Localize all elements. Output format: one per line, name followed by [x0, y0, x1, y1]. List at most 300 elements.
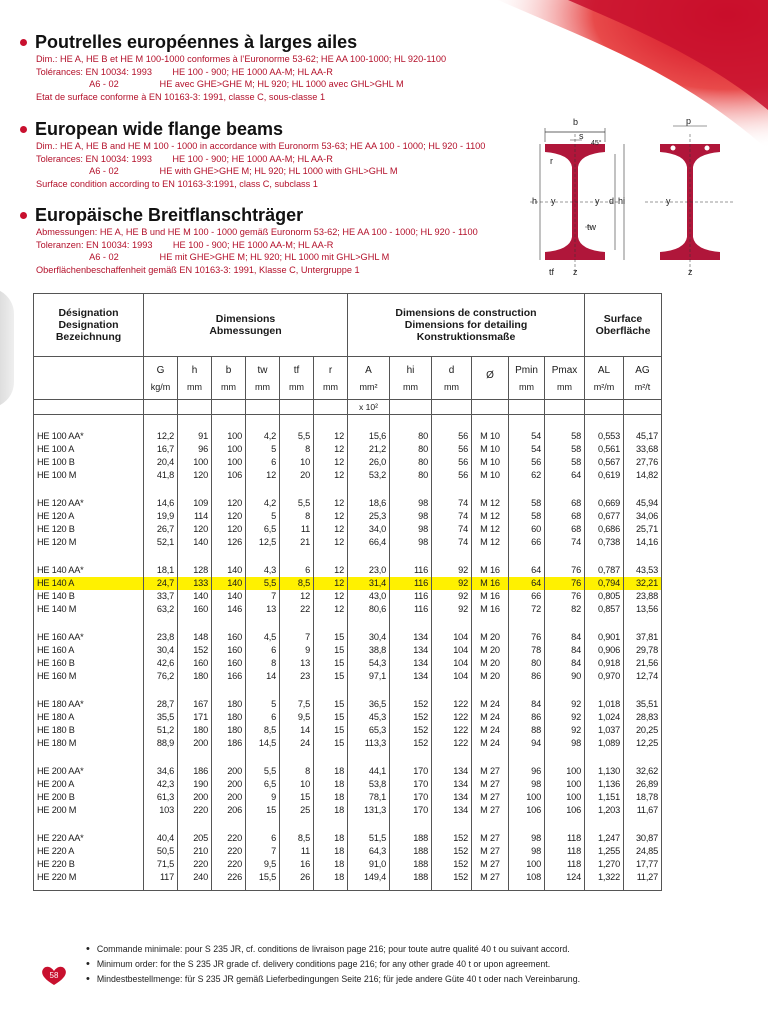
value-cell: 24 — [280, 737, 314, 750]
value-cell: 94 — [509, 737, 545, 750]
dim-label: h — [532, 196, 538, 206]
value-cell: 43,0 — [348, 590, 390, 603]
value-cell: M 24 — [472, 711, 509, 724]
value-cell: 1,247 — [585, 832, 624, 845]
value-cell: 74 — [432, 510, 472, 523]
value-cell: 152 — [390, 698, 432, 711]
spec-line: Etat de surface conforme à EN 10163-3: 1991, classe C, sous-classe 1 — [36, 91, 326, 102]
designation-cell: HE 200 AA* — [34, 765, 144, 778]
value-cell: 0,738 — [585, 536, 624, 549]
value-cell: 18 — [314, 791, 348, 804]
spec-line: Dim.: HE A, HE B et HE M 100-1000 conformes à l’Euronorme 53-62; HE AA 100-1000; HL 920-1100 — [36, 54, 447, 64]
value-cell: M 16 — [472, 564, 509, 577]
value-cell: 56 — [432, 443, 472, 456]
value-cell: 23 — [280, 670, 314, 683]
value-cell: 0,553 — [585, 430, 624, 443]
value-cell: 0,906 — [585, 644, 624, 657]
table-row — [34, 536, 662, 549]
value-cell: 100 — [545, 791, 585, 804]
value-cell: 98 — [509, 832, 545, 845]
value-cell: 32,21 — [624, 577, 662, 590]
units-blank — [34, 357, 144, 400]
section-title: European wide flange beams — [35, 119, 284, 139]
value-cell: 15,6 — [348, 430, 390, 443]
value-cell: 58 — [545, 456, 585, 469]
value-cell: 1,151 — [585, 791, 624, 804]
column-header: A mm² — [348, 357, 390, 400]
spec-line: A6 - 02 HE with GHE>GHE M; HL 920; HL 1000 with GHL>GHL M — [36, 166, 398, 177]
value-cell: 8,5 — [280, 832, 314, 845]
value-cell: 96 — [509, 765, 545, 778]
dim-label: z — [688, 267, 693, 277]
value-cell: 104 — [432, 644, 472, 657]
header-designation: Désignation Designation Bezeichnung — [34, 294, 144, 357]
value-cell: 17,77 — [624, 858, 662, 871]
value-cell: 18,78 — [624, 791, 662, 804]
value-cell: M 24 — [472, 724, 509, 737]
value-cell: 12 — [314, 456, 348, 469]
value-cell: 0,669 — [585, 497, 624, 510]
value-cell: 103 — [144, 804, 178, 817]
value-cell: 15 — [314, 737, 348, 750]
value-cell: 9,5 — [280, 711, 314, 724]
section-german — [22, 205, 478, 276]
value-cell: 1,136 — [585, 778, 624, 791]
value-cell: 15 — [246, 804, 280, 817]
value-cell: 200 — [178, 791, 212, 804]
footnote: Mindestbestellmenge: für S 235 JR gemäß Lieferbedingungen Seite 216; für jede andere Güte 40 t oder nach Vereinbarung. — [96, 974, 581, 984]
value-cell: M 27 — [472, 778, 509, 791]
value-cell: 58 — [545, 430, 585, 443]
value-cell: 21,56 — [624, 657, 662, 670]
value-cell: 18 — [314, 832, 348, 845]
value-cell: 140 — [178, 536, 212, 549]
table-row — [34, 603, 662, 616]
value-cell: 61,3 — [144, 791, 178, 804]
value-cell: 72 — [509, 603, 545, 616]
value-cell: 1,024 — [585, 711, 624, 724]
spec-line: A6 - 02 HE mit GHE>GHE M; HL 920; HL 1000 mit GHL>GHL M — [36, 252, 390, 263]
value-cell: 31,4 — [348, 577, 390, 590]
value-cell: 15 — [280, 791, 314, 804]
section-english — [22, 119, 485, 190]
value-cell: 12 — [314, 603, 348, 616]
value-cell: 45,17 — [624, 430, 662, 443]
value-cell: 92 — [545, 698, 585, 711]
value-cell: 45,3 — [348, 711, 390, 724]
table-row — [34, 631, 662, 644]
designation-cell: HE 140 A — [34, 577, 144, 590]
value-cell: 188 — [390, 871, 432, 884]
value-cell: 170 — [390, 765, 432, 778]
value-cell: 133 — [178, 577, 212, 590]
value-cell: 188 — [390, 858, 432, 871]
table-row — [34, 804, 662, 817]
value-cell: 152 — [390, 711, 432, 724]
value-cell: 4,2 — [246, 430, 280, 443]
value-cell: 13 — [246, 603, 280, 616]
value-cell: 25,3 — [348, 510, 390, 523]
value-cell: 26,89 — [624, 778, 662, 791]
value-cell: 9 — [280, 644, 314, 657]
designation-cell: HE 120 AA* — [34, 497, 144, 510]
value-cell: 82 — [545, 603, 585, 616]
table-row — [34, 590, 662, 603]
value-cell: 122 — [432, 698, 472, 711]
value-cell: 134 — [390, 631, 432, 644]
value-cell: 120 — [212, 523, 246, 536]
value-cell: 116 — [390, 603, 432, 616]
value-cell: 64,3 — [348, 845, 390, 858]
value-cell: 4,2 — [246, 497, 280, 510]
dim-label: tf — [549, 267, 555, 277]
value-cell: 8,5 — [246, 724, 280, 737]
value-cell: M 20 — [472, 644, 509, 657]
designation-cell: HE 140 M — [34, 603, 144, 616]
column-header: Ø — [472, 357, 509, 400]
value-cell: 140 — [212, 564, 246, 577]
value-cell: 51,5 — [348, 832, 390, 845]
value-cell: 13,56 — [624, 603, 662, 616]
value-cell: 5 — [246, 443, 280, 456]
value-cell: 180 — [212, 724, 246, 737]
value-cell: 12 — [314, 590, 348, 603]
value-cell: 12 — [314, 443, 348, 456]
value-cell: 8 — [280, 443, 314, 456]
section-french — [22, 32, 446, 103]
value-cell: 19,9 — [144, 510, 178, 523]
value-cell: 92 — [545, 724, 585, 737]
page-edge-tab — [0, 288, 14, 408]
value-cell: M 27 — [472, 791, 509, 804]
value-cell: 120 — [212, 510, 246, 523]
value-cell: 74 — [545, 536, 585, 549]
value-cell: 6,5 — [246, 778, 280, 791]
value-cell: 44,1 — [348, 765, 390, 778]
value-cell: 190 — [178, 778, 212, 791]
value-cell: 98 — [390, 497, 432, 510]
value-cell: 186 — [212, 737, 246, 750]
value-cell: 122 — [432, 737, 472, 750]
value-cell: M 16 — [472, 603, 509, 616]
value-cell: 11 — [280, 523, 314, 536]
value-cell: 152 — [432, 858, 472, 871]
table-row — [34, 670, 662, 683]
value-cell: M 27 — [472, 858, 509, 871]
value-cell: 98 — [509, 778, 545, 791]
value-cell: 74 — [432, 497, 472, 510]
value-cell: 80 — [390, 469, 432, 482]
value-cell: 5,5 — [280, 430, 314, 443]
value-cell: 100 — [212, 430, 246, 443]
spec-line: A6 - 02 HE avec GHE>GHE M; HL 920; HL 1000 avec GHL>GHL M — [36, 79, 404, 90]
value-cell: M 20 — [472, 657, 509, 670]
value-cell: 7 — [280, 631, 314, 644]
value-cell: 34,6 — [144, 765, 178, 778]
value-cell: 18 — [314, 858, 348, 871]
value-cell: 5,5 — [280, 497, 314, 510]
value-cell: M 20 — [472, 670, 509, 683]
value-cell: 206 — [212, 804, 246, 817]
value-cell: 6 — [246, 832, 280, 845]
value-cell: 106 — [509, 804, 545, 817]
value-cell: 15 — [314, 644, 348, 657]
area-multiplier: x 10² — [348, 400, 390, 415]
value-cell: 84 — [509, 698, 545, 711]
value-cell: 18 — [314, 871, 348, 884]
value-cell: 33,7 — [144, 590, 178, 603]
value-cell: M 10 — [472, 443, 509, 456]
value-cell: 88,9 — [144, 737, 178, 750]
value-cell: 80,6 — [348, 603, 390, 616]
value-cell: 146 — [212, 603, 246, 616]
value-cell: 12,74 — [624, 670, 662, 683]
value-cell: 220 — [212, 845, 246, 858]
value-cell: 106 — [212, 469, 246, 482]
value-cell: 21,2 — [348, 443, 390, 456]
dim-label: y — [666, 196, 671, 206]
value-cell: 54 — [509, 430, 545, 443]
value-cell: 68 — [545, 497, 585, 510]
value-cell: 116 — [390, 577, 432, 590]
designation-cell: HE 180 AA* — [34, 698, 144, 711]
value-cell: 160 — [212, 644, 246, 657]
designation-cell: HE 220 A — [34, 845, 144, 858]
value-cell: M 20 — [472, 631, 509, 644]
dim-label: z — [573, 267, 578, 277]
value-cell: 5,5 — [246, 765, 280, 778]
value-cell: 15 — [314, 724, 348, 737]
value-cell: 6 — [246, 644, 280, 657]
spec-line: Dim.: HE A, HE B and HE M 100 - 1000 in accordance with Euronorm 53-63; HE AA 100 - 1000; HL 920 - 1100 — [36, 141, 486, 151]
value-cell: 180 — [178, 724, 212, 737]
value-cell: 109 — [178, 497, 212, 510]
value-cell: 4,3 — [246, 564, 280, 577]
table-row — [34, 443, 662, 456]
value-cell: 18,6 — [348, 497, 390, 510]
table-row — [34, 737, 662, 750]
column-header: G kg/m — [144, 357, 178, 400]
value-cell: 32,62 — [624, 765, 662, 778]
dim-label: r — [550, 156, 553, 166]
column-header: AG m²/t — [624, 357, 662, 400]
value-cell: 28,83 — [624, 711, 662, 724]
value-cell: 5 — [246, 510, 280, 523]
value-cell: 34,0 — [348, 523, 390, 536]
value-cell: 12 — [314, 469, 348, 482]
value-cell: 26,7 — [144, 523, 178, 536]
spec-line: Tolérances: EN 10034: 1993 HE 100 - 900; HE 1000 AA-M; HL AA-R — [36, 66, 333, 77]
value-cell: 58 — [509, 497, 545, 510]
value-cell: 200 — [212, 765, 246, 778]
value-cell: 78 — [509, 644, 545, 657]
beam-diagram — [520, 112, 750, 282]
value-cell: 63,2 — [144, 603, 178, 616]
value-cell: 200 — [212, 778, 246, 791]
designation-cell: HE 220 AA* — [34, 832, 144, 845]
column-header: r mm — [314, 357, 348, 400]
value-cell: 131,3 — [348, 804, 390, 817]
value-cell: 65,3 — [348, 724, 390, 737]
value-cell: 84 — [545, 631, 585, 644]
value-cell: 92 — [545, 711, 585, 724]
value-cell: 11,67 — [624, 804, 662, 817]
footnote: Commande minimale: pour S 235 JR, cf. conditions de livraison page 216; pour toute autre qualité 40 t ou suivant accord. — [96, 944, 570, 954]
value-cell: 15,5 — [246, 871, 280, 884]
value-cell: 76 — [509, 631, 545, 644]
value-cell: 26 — [280, 871, 314, 884]
value-cell: 36,5 — [348, 698, 390, 711]
value-cell: 12 — [314, 564, 348, 577]
value-cell: 8 — [280, 510, 314, 523]
value-cell: 220 — [178, 804, 212, 817]
value-cell: 170 — [390, 791, 432, 804]
designation-cell: HE 100 AA* — [34, 430, 144, 443]
value-cell: 120 — [178, 523, 212, 536]
value-cell: 98 — [390, 510, 432, 523]
value-cell: 134 — [432, 765, 472, 778]
value-cell: 62 — [509, 469, 545, 482]
bullet-icon — [20, 39, 27, 46]
value-cell: M 24 — [472, 737, 509, 750]
value-cell: 66 — [509, 590, 545, 603]
dim-label: y — [551, 196, 556, 206]
designation-cell: HE 220 M — [34, 871, 144, 884]
value-cell: 56 — [432, 430, 472, 443]
table-row — [34, 456, 662, 469]
value-cell: 74 — [432, 536, 472, 549]
value-cell: 74 — [432, 523, 472, 536]
designation-cell: HE 100 M — [34, 469, 144, 482]
value-cell: 98 — [509, 845, 545, 858]
value-cell: M 27 — [472, 832, 509, 845]
column-header: Pmax mm — [545, 357, 585, 400]
units-row — [34, 357, 662, 400]
column-header: h mm — [178, 357, 212, 400]
value-cell: 114 — [178, 510, 212, 523]
value-cell: 160 — [212, 657, 246, 670]
value-cell: 200 — [212, 791, 246, 804]
value-cell: 92 — [432, 564, 472, 577]
value-cell: M 27 — [472, 804, 509, 817]
value-cell: 104 — [432, 657, 472, 670]
value-cell: 90 — [545, 670, 585, 683]
value-cell: M 12 — [472, 510, 509, 523]
value-cell: M 10 — [472, 469, 509, 482]
value-cell: 152 — [432, 871, 472, 884]
value-cell: 124 — [545, 871, 585, 884]
value-cell: 5 — [246, 698, 280, 711]
value-cell: 68 — [545, 510, 585, 523]
value-cell: 9,5 — [246, 858, 280, 871]
value-cell: 6 — [246, 456, 280, 469]
column-header: hi mm — [390, 357, 432, 400]
value-cell: 33,68 — [624, 443, 662, 456]
value-cell: 8 — [280, 765, 314, 778]
value-cell: 6,5 — [246, 523, 280, 536]
designation-cell: HE 180 B — [34, 724, 144, 737]
value-cell: 186 — [178, 765, 212, 778]
value-cell: 1,203 — [585, 804, 624, 817]
value-cell: 140 — [178, 590, 212, 603]
value-cell: 18 — [314, 778, 348, 791]
table-row — [34, 698, 662, 711]
value-cell: 104 — [432, 670, 472, 683]
value-cell: 8 — [246, 657, 280, 670]
value-cell: 28,7 — [144, 698, 178, 711]
value-cell: 53,8 — [348, 778, 390, 791]
column-header: Pmin mm — [509, 357, 545, 400]
value-cell: 100 — [545, 765, 585, 778]
value-cell: 1,018 — [585, 698, 624, 711]
value-cell: 88 — [509, 724, 545, 737]
dim-label: tw — [587, 222, 596, 232]
value-cell: 152 — [432, 832, 472, 845]
value-cell: 6 — [280, 564, 314, 577]
value-cell: 12,2 — [144, 430, 178, 443]
column-header: d mm — [432, 357, 472, 400]
value-cell: 120 — [212, 497, 246, 510]
dim-label: 45° — [591, 140, 602, 147]
value-cell: 35,51 — [624, 698, 662, 711]
value-cell: 34,06 — [624, 510, 662, 523]
spec-line: Abmessungen: HE A, HE B und HE M 100 - 1000 gemäß Euronorm 53-62; HE AA 100 - 1000; HL 920 - 1100 — [36, 227, 478, 237]
value-cell: 29,78 — [624, 644, 662, 657]
value-cell: 120 — [178, 469, 212, 482]
beam-table — [33, 293, 662, 891]
bullet-icon — [20, 212, 27, 219]
value-cell: 30,4 — [348, 631, 390, 644]
value-cell: 42,6 — [144, 657, 178, 670]
value-cell: 170 — [390, 804, 432, 817]
value-cell: 12 — [280, 590, 314, 603]
value-cell: 98 — [390, 523, 432, 536]
value-cell: 140 — [212, 577, 246, 590]
value-cell: 30,4 — [144, 644, 178, 657]
value-cell: 12 — [246, 469, 280, 482]
value-cell: 18 — [314, 765, 348, 778]
value-cell: 0,619 — [585, 469, 624, 482]
value-cell: 26,0 — [348, 456, 390, 469]
value-cell: 24,85 — [624, 845, 662, 858]
value-cell: 134 — [432, 791, 472, 804]
value-cell: 15 — [314, 711, 348, 724]
value-cell: 116 — [390, 590, 432, 603]
value-cell: 16,7 — [144, 443, 178, 456]
header-surface: Surface Oberfläche — [585, 294, 662, 357]
value-cell: 21 — [280, 536, 314, 549]
value-cell: M 24 — [472, 698, 509, 711]
value-cell: 92 — [432, 590, 472, 603]
value-cell: 152 — [178, 644, 212, 657]
value-cell: 66 — [509, 536, 545, 549]
value-cell: 117 — [144, 871, 178, 884]
value-cell: 12 — [314, 523, 348, 536]
designation-cell: HE 160 A — [34, 644, 144, 657]
value-cell: 98 — [545, 737, 585, 750]
value-cell: 210 — [178, 845, 212, 858]
designation-cell: HE 140 AA* — [34, 564, 144, 577]
value-cell: 100 — [212, 456, 246, 469]
value-cell: 27,76 — [624, 456, 662, 469]
table-row — [34, 832, 662, 845]
value-cell: 14,6 — [144, 497, 178, 510]
table-row — [34, 523, 662, 536]
value-cell: 166 — [212, 670, 246, 683]
value-cell: 180 — [212, 698, 246, 711]
designation-cell: HE 140 B — [34, 590, 144, 603]
table-row — [34, 510, 662, 523]
